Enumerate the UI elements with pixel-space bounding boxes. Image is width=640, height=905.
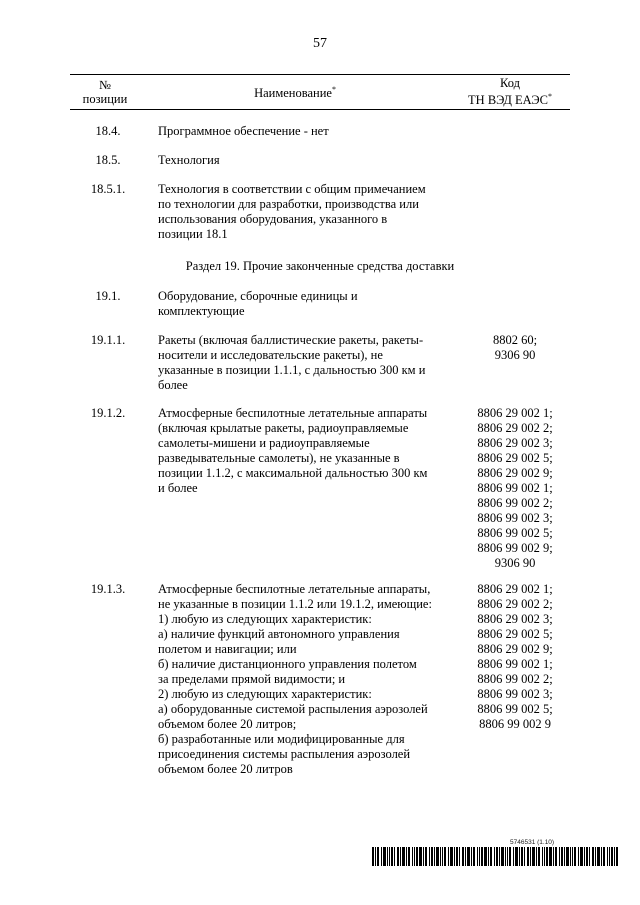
row-text-line: полетом и навигации; или bbox=[158, 642, 297, 656]
row-text-line: Ракеты (включая баллистические ракеты, ракеты- bbox=[158, 333, 424, 347]
row-text-line: 1) любую из следующих характеристик: bbox=[158, 612, 372, 626]
row-code-line: 8806 29 002 5; bbox=[477, 627, 553, 641]
row-text-line: использования оборудования, указанного в bbox=[158, 212, 388, 226]
row-code-line: 8806 99 002 3; bbox=[477, 511, 553, 525]
row-code-line: 8806 99 002 1; bbox=[477, 481, 553, 495]
row-text-line: комплектующие bbox=[158, 304, 245, 318]
row-text bbox=[158, 333, 454, 393]
row-number: 18.5. bbox=[95, 153, 121, 167]
row-code bbox=[460, 333, 570, 363]
row-number: 19.1.2. bbox=[90, 406, 126, 420]
row-code-line: 8806 99 002 2; bbox=[477, 496, 553, 510]
barcode-icon bbox=[372, 847, 618, 866]
row-text-line: б) наличие дистанционного управления полетом bbox=[158, 657, 417, 671]
row-text-line: объемом более 20 литров; bbox=[158, 717, 297, 731]
row-text-line: и более bbox=[158, 481, 198, 495]
row-code bbox=[460, 406, 570, 571]
row-number: 19.1.3. bbox=[90, 582, 126, 596]
row-code-line: 8806 29 002 1; bbox=[477, 406, 553, 420]
row-code-line: 8806 99 002 3; bbox=[477, 687, 553, 701]
row-number: 18.4. bbox=[95, 124, 121, 138]
header-position-line1: № bbox=[99, 78, 111, 92]
row-text-line: позиции 18.1 bbox=[158, 227, 228, 241]
row-text-line: б) разработанные или модифицированные для bbox=[158, 732, 405, 746]
row-text-line: Атмосферные беспилотные летательные аппараты bbox=[158, 406, 428, 420]
header-code bbox=[450, 75, 570, 109]
header-code-line1: Код bbox=[500, 76, 520, 91]
row-code-line: 8802 60; bbox=[492, 333, 538, 347]
row-text-line: за пределами прямой видимости; и bbox=[158, 672, 346, 686]
row-code-line: 8806 29 002 2; bbox=[477, 421, 553, 435]
header-position bbox=[70, 75, 140, 109]
row-text-line: Программное обеспечение - нет bbox=[158, 124, 329, 138]
row-text-line: присоединения системы распыления аэрозолей bbox=[158, 747, 411, 761]
row-code-line: 8806 99 002 1; bbox=[477, 657, 553, 671]
row-text bbox=[158, 582, 454, 777]
row-text-line: Технология bbox=[158, 153, 220, 167]
row-text-line: Оборудование, сборочные единицы и bbox=[158, 289, 358, 303]
row-code bbox=[460, 582, 570, 732]
row-text-line: по технологии для разработки, производства или bbox=[158, 197, 419, 211]
row-text-line: Атмосферные беспилотные летательные аппараты, bbox=[158, 582, 431, 596]
document-stamp-number: 5746531 (1.10) bbox=[510, 839, 555, 846]
row-code-line: 8806 99 002 5; bbox=[477, 526, 553, 540]
row-text-line: не указанные в позиции 1.1.2 или 19.1.2, имеющие: bbox=[158, 597, 432, 611]
page-number: 57 bbox=[313, 36, 327, 51]
row-number: 19.1. bbox=[95, 289, 121, 303]
row-text-line: (включая крылатые ракеты, радиоуправляемые bbox=[158, 421, 409, 435]
row-text bbox=[158, 406, 454, 496]
row-code-line: 8806 29 002 1; bbox=[477, 582, 553, 596]
row-text-line: объемом более 20 литров bbox=[158, 762, 293, 776]
row-text-line: позиции 1.1.2, с максимальной дальностью 300 км bbox=[158, 466, 428, 480]
row-code-line: 8806 29 002 2; bbox=[477, 597, 553, 611]
row-code-line: 8806 99 002 2; bbox=[477, 672, 553, 686]
row-text bbox=[158, 289, 454, 319]
row-code-line: 8806 29 002 9; bbox=[477, 466, 553, 480]
row-code-line: 8806 99 002 9; bbox=[477, 541, 553, 555]
header-name-mark: * bbox=[331, 85, 336, 95]
row-text bbox=[158, 182, 454, 242]
row-number: 19.1.1. bbox=[90, 333, 126, 347]
row-text-line: 2) любую из следующих характеристик: bbox=[158, 687, 372, 701]
row-text bbox=[158, 124, 454, 139]
row-code-line: 8806 99 002 5; bbox=[477, 702, 553, 716]
row-code-line: 9306 90 bbox=[494, 348, 536, 362]
row-text-line: а) оборудованные системой распыления аэрозолей bbox=[158, 702, 428, 716]
section-title: Раздел 19. Прочие законченные средства доставки bbox=[185, 259, 455, 273]
row-text-line: более bbox=[158, 378, 188, 392]
header-code-line2: ТН ВЭД ЕАЭС bbox=[468, 93, 548, 108]
header-name bbox=[150, 75, 440, 109]
row-text-line: указанные в позиции 1.1.1, с дальностью 300 км и bbox=[158, 363, 426, 377]
row-code-line: 8806 29 002 3; bbox=[477, 612, 553, 626]
row-text-line: носители и исследовательские ракеты), не bbox=[158, 348, 383, 362]
row-text-line: а) наличие функций автономного управления bbox=[158, 627, 400, 641]
row-text-line: самолеты-мишени и радиоуправляемые bbox=[158, 436, 370, 450]
row-text-line: разведывательные самолеты), не указанные в bbox=[158, 451, 400, 465]
header-position-line2: позиции bbox=[82, 92, 128, 106]
row-text-line: Технология в соответствии с общим примечанием bbox=[158, 182, 426, 196]
row-code-line: 9306 90 bbox=[494, 556, 536, 570]
row-code-line: 8806 29 002 3; bbox=[477, 436, 553, 450]
header-code-mark: * bbox=[547, 92, 552, 102]
row-text bbox=[158, 153, 454, 168]
row-code-line: 8806 29 002 5; bbox=[477, 451, 553, 465]
row-number: 18.5.1. bbox=[90, 182, 126, 196]
row-code-line: 8806 29 002 9; bbox=[477, 642, 553, 656]
header-name-label: Наименование bbox=[254, 86, 332, 101]
row-code-line: 8806 99 002 9 bbox=[479, 717, 551, 731]
table-header bbox=[70, 74, 570, 110]
